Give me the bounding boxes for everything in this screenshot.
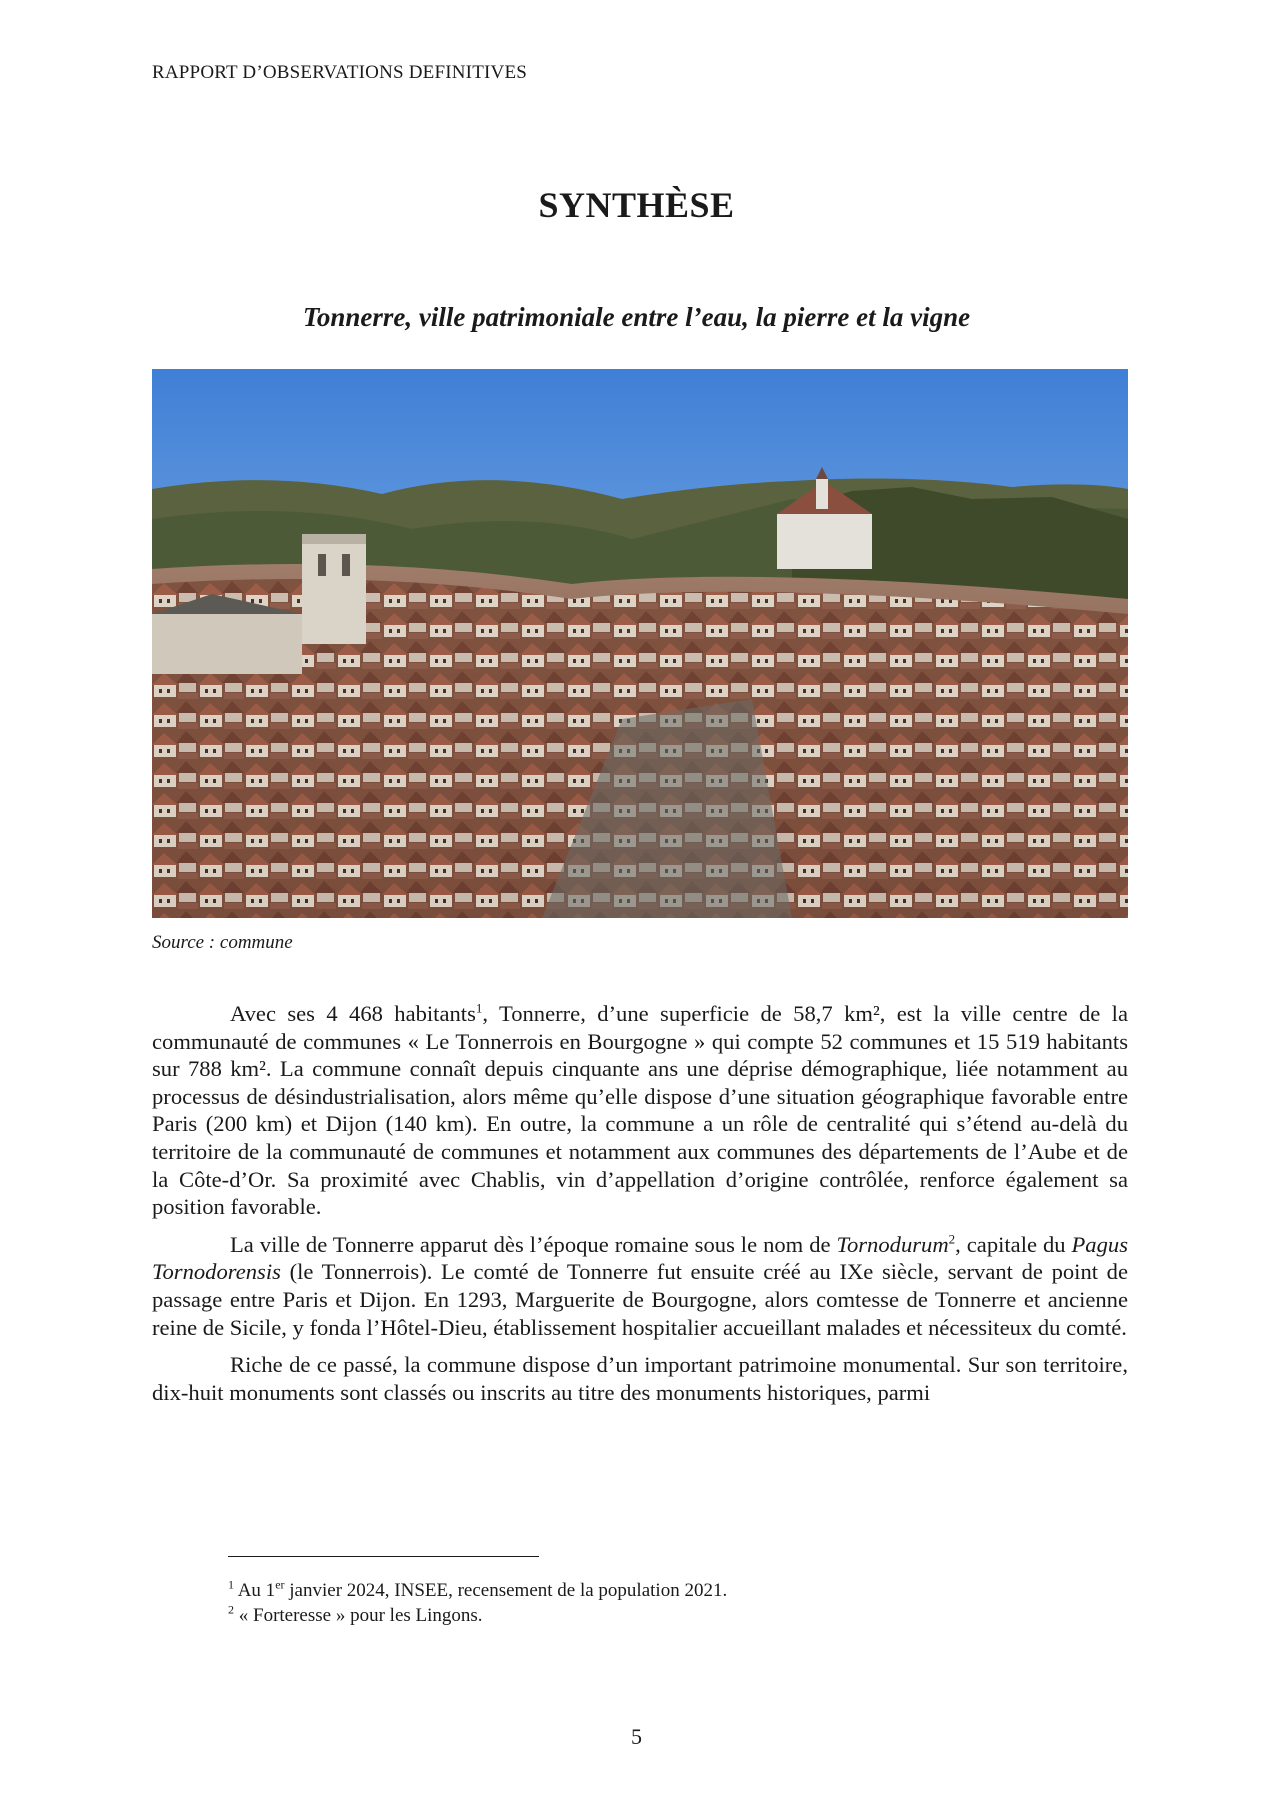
page-number: 5: [631, 1724, 642, 1749]
footnote-1-ordinal: er: [275, 1577, 285, 1592]
paragraph-2-text-a: La ville de Tonnerre apparut dès l’époque romaine sous le nom de: [230, 1231, 837, 1257]
paragraph-1-text-b: , Tonnerre, d’une superficie de 58,7 km², est la ville centre de la communauté de communes « Le Tonnerrois en Bourgogne » qui compte 52 communes et 15 519 habitants sur 788 km². La commune connaît depuis cinquante ans une déprise démographique, liée notamment au processus de désindustrialisation, alors même qu’elle dispose d’une situation géographique favorable entre Paris (200 km) et Dijon (140 km). En outre, la commune a un rôle de centralité qui s’étend au-delà du territoire de la communauté de communes et notamment aux communes des départements de l’Aube et de la Côte-d’Or. Sa proximité avec Chablis, vin d’appellation d’origine contrôlée, renforce également sa position favorable.: [152, 1001, 1128, 1220]
footnote-separator: [228, 1556, 539, 1557]
page-title: SYNTHÈSE: [538, 185, 735, 225]
paragraph-2: [152, 1231, 1128, 1341]
footnote-1-mark: 1: [228, 1577, 234, 1592]
footnote-2: [228, 1603, 727, 1628]
latin-name-tornodurum: Tornodurum: [836, 1231, 949, 1257]
footnote-ref-2: 2: [948, 1231, 956, 1247]
paragraph-3: Riche de ce passé, la commune dispose d’un important patrimoine monumental. Sur son territoire, dix-huit monuments sont classés ou inscrits au titre des monuments historiques, parmi: [152, 1352, 1128, 1405]
footnote-1: [228, 1578, 727, 1603]
footnote-ref-1: 1: [475, 1000, 483, 1016]
footnotes: [228, 1578, 727, 1628]
latin-name-pagus: Pagus Tornodorensis: [152, 1231, 1128, 1285]
page-subtitle: Tonnerre, ville patrimoniale entre l’eau, la pierre et la vigne: [302, 302, 971, 332]
footnote-1-text-a: Au 1: [234, 1580, 276, 1601]
photo-caption: Source : commune: [152, 932, 293, 953]
paragraph-1-text-a: Avec ses 4 468 habitants: [230, 1001, 476, 1026]
footnote-2-mark: 2: [228, 1602, 234, 1617]
running-header: RAPPORT D’OBSERVATIONS DEFINITIVES: [152, 62, 528, 83]
body-text: [152, 1000, 1128, 1416]
footnote-1-text-b: janvier 2024, INSEE, recensement de la population 2021.: [284, 1580, 728, 1601]
aerial-photo-of-town: [152, 369, 1128, 918]
footnote-2-text: « Forteresse » pour les Lingons.: [234, 1605, 483, 1626]
paragraph-2-text-c: (le Tonnerrois). Le comté de Tonnerre fut ensuite créé au IXe siècle, servant de point de passage entre Paris et Dijon. En 1293, Marguerite de Bourgogne, alors comtesse de Tonnerre et ancienne reine de Sicile, y fonda l’Hôtel-Dieu, établissement hospitalier accueillant malades et nécessiteux du comté.: [152, 1259, 1128, 1340]
paragraph-1: [152, 1000, 1128, 1221]
paragraph-2-text-b: , capitale du: [955, 1231, 1072, 1257]
